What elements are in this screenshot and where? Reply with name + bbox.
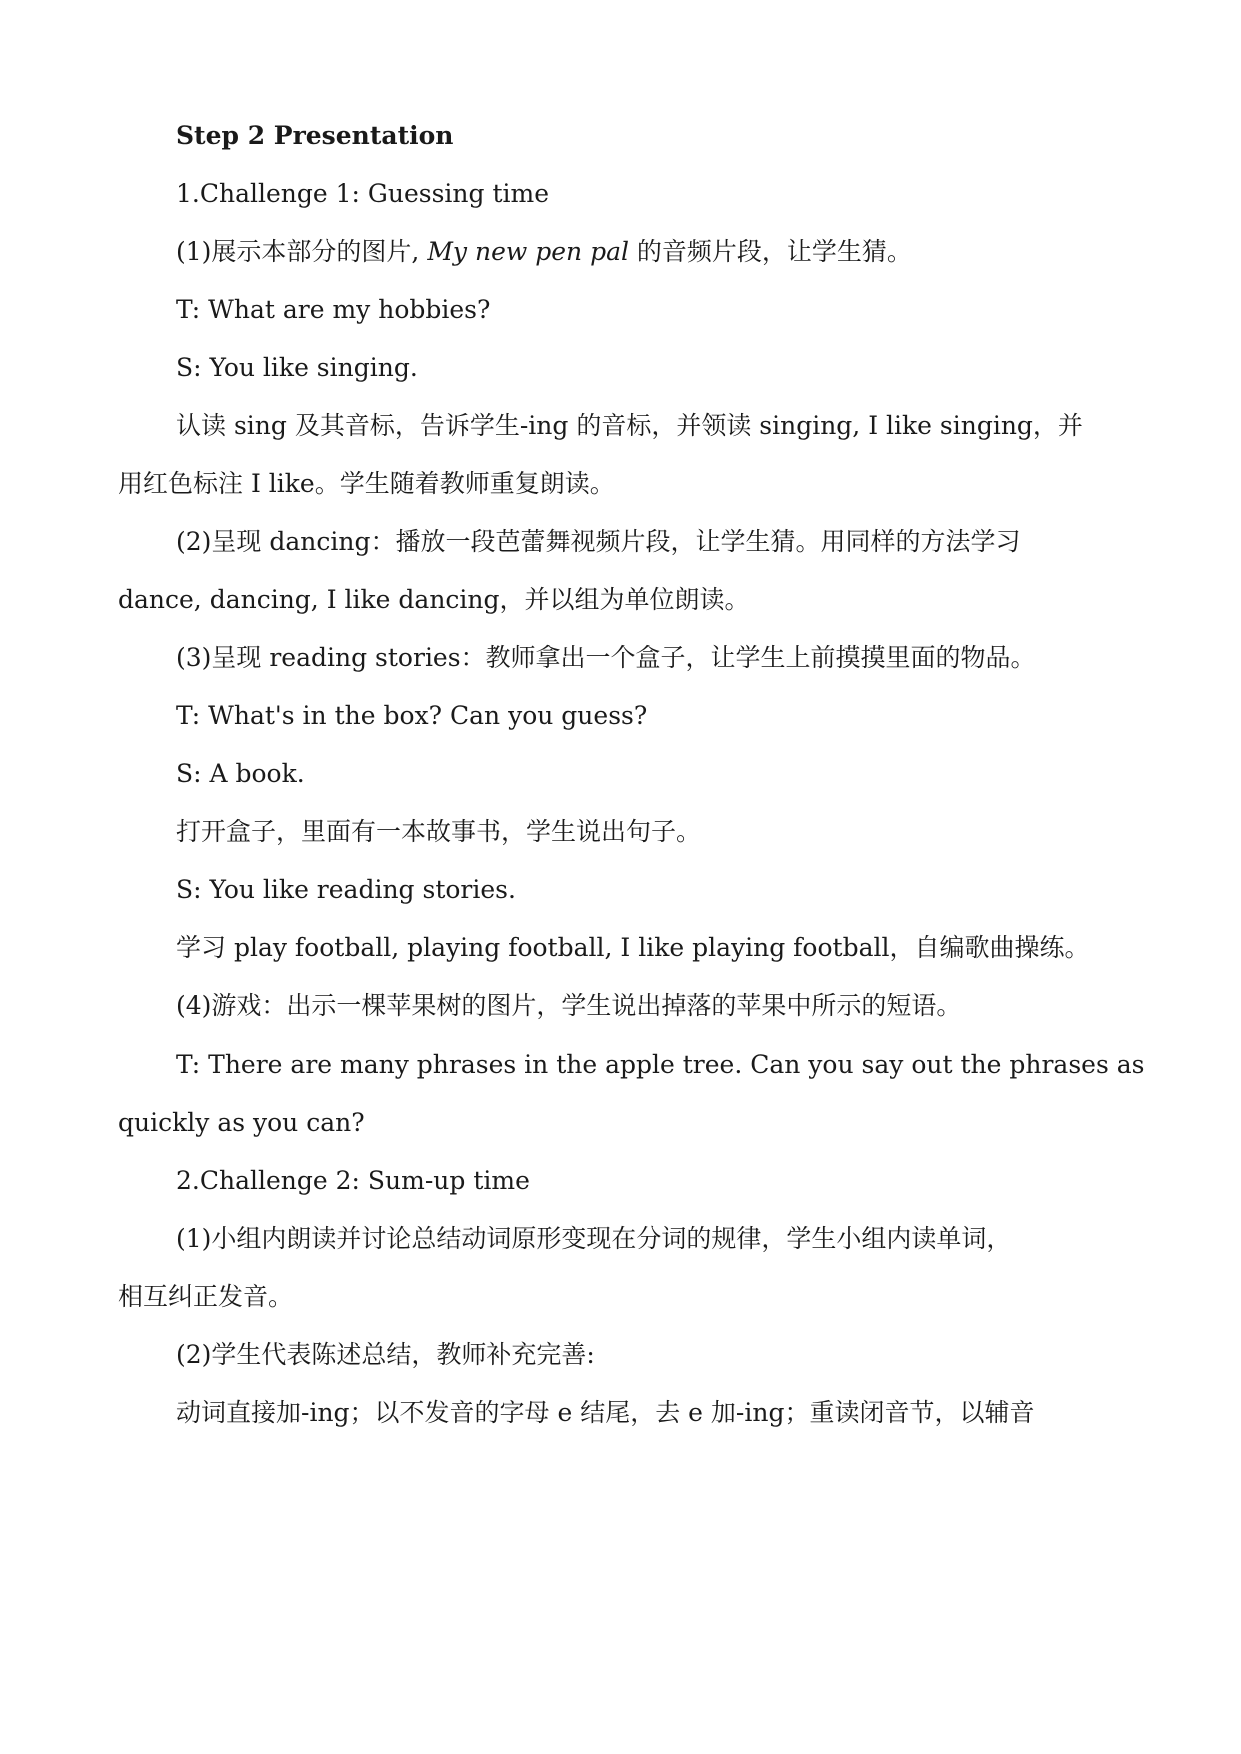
challenge-1-title: 1.Challenge 1: Guessing time	[176, 179, 550, 208]
dialogue-teacher-2: T: What's in the box? Can you guess?	[176, 701, 648, 730]
football-paragraph: 学习 play football, playing football, I like playing football，自编歌曲操练。	[176, 933, 1090, 962]
paragraph-1-suffix: 的音频片段，让学生猜。	[628, 237, 912, 266]
paragraph-1	[176, 237, 1148, 267]
paragraph-1-prefix: (1)展示本部分的图片,	[176, 237, 428, 266]
paragraph-1-title: My new pen pal	[427, 237, 629, 266]
paragraph-4: (4)游戏：出示一棵苹果树的图片，学生说出掉落的苹果中所示的短语。	[176, 991, 962, 1020]
paragraph-5-line-1: (1)小组内朗读并讨论总结动词原形变现在分词的规律，学生小组内读单词，	[176, 1224, 1012, 1253]
paragraph-5-line-2: 相互纠正发音。	[118, 1282, 294, 1311]
dialogue-student-3: S: You like reading stories.	[176, 875, 516, 904]
paragraph-2-line-2: dance, dancing, I like dancing，并以组为单位朗读。	[118, 585, 750, 614]
sing-paragraph-line-1: 认读 sing 及其音标，告诉学生-ing 的音标，并领读 singing, I like singing，并	[176, 411, 1083, 440]
dialogue-teacher-4-line-1: T: There are many phrases in the apple tree. Can you say out the phrases as	[176, 1050, 1145, 1079]
paragraph-3: (3)呈现 reading stories：教师拿出一个盒子，让学生上前摸摸里面的物品。	[176, 643, 1036, 672]
dialogue-teacher-1: T: What are my hobbies?	[176, 295, 491, 324]
dialogue-student-2: S: A book.	[176, 759, 305, 788]
challenge-2-title: 2.Challenge 2: Sum-up time	[176, 1166, 530, 1195]
dialogue-teacher-4-line-2: quickly as you can?	[118, 1108, 365, 1137]
sing-paragraph-line-2: 用红色标注 I like。学生随着教师重复朗读。	[118, 469, 615, 498]
section-heading: Step 2 Presentation	[176, 121, 454, 150]
dialogue-student-1: S: You like singing.	[176, 353, 418, 382]
box-paragraph: 打开盒子，里面有一本故事书，学生说出句子。	[176, 817, 702, 846]
paragraph-6: (2)学生代表陈述总结，教师补充完善:	[176, 1340, 595, 1369]
paragraph-2-line-1: (2)呈现 dancing：播放一段芭蕾舞视频片段，让学生猜。用同样的方法学习	[176, 527, 1021, 556]
rules-paragraph: 动词直接加-ing；以不发音的字母 e 结尾，去 e 加-ing；重读闭音节，以辅音	[176, 1398, 1035, 1427]
